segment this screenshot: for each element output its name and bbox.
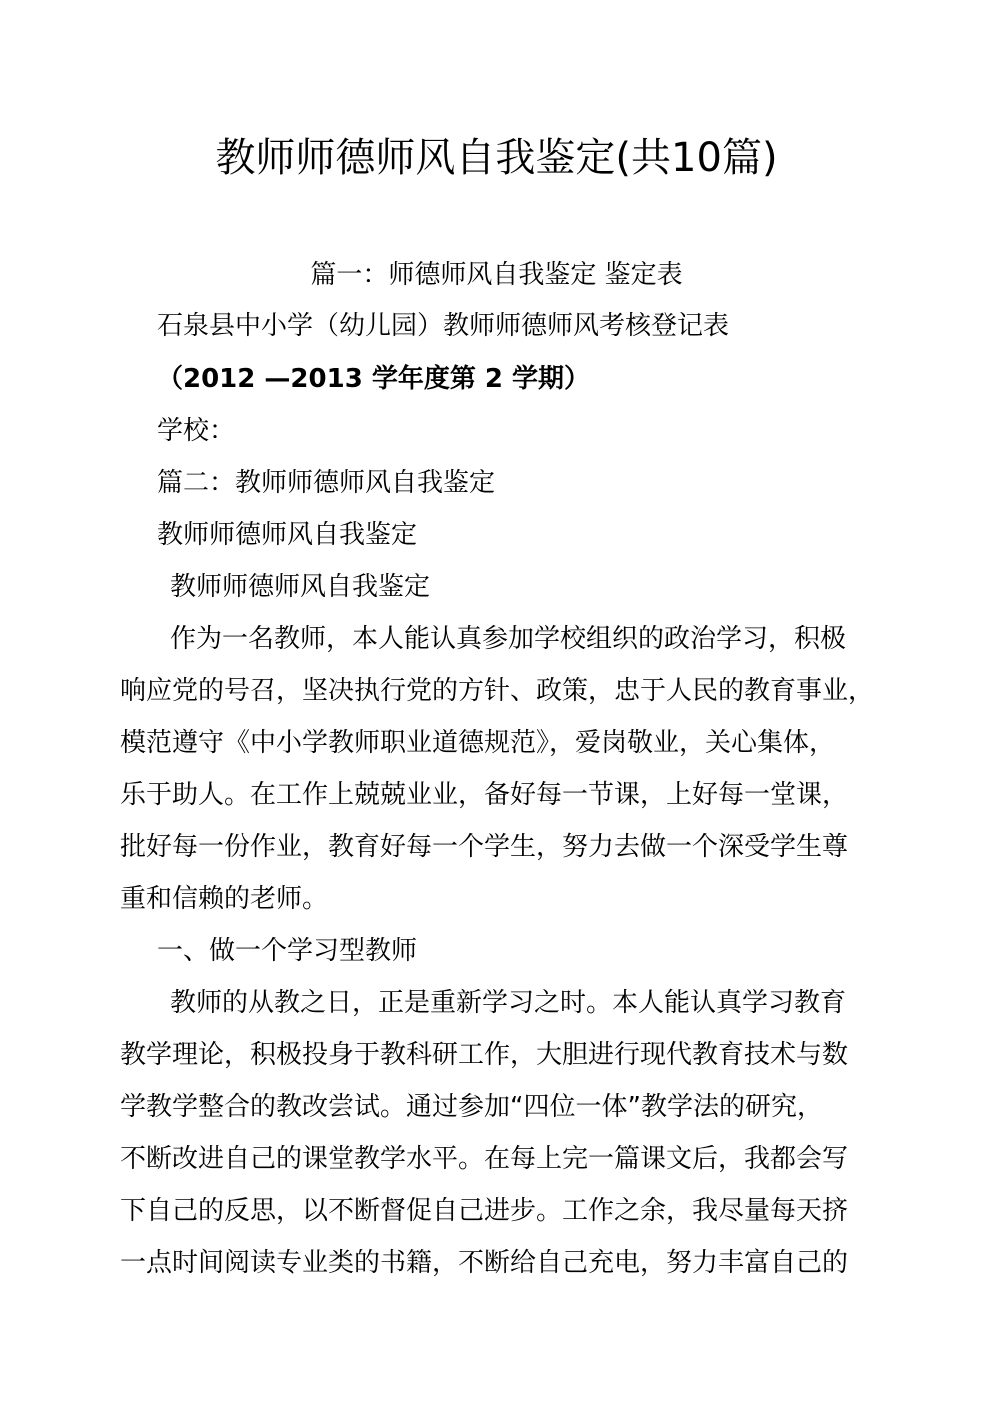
paragraph-line: 重和信赖的老师。 (120, 884, 329, 914)
school-year-line: （2012 —2013 学年度第 2 学期） (157, 364, 591, 394)
paragraph-line: 模范遵守《中小学教师职业道德规范》，爱岗敬业，关心集体， (120, 728, 836, 758)
document-title: 教师师德师风自我鉴定(共10篇) (215, 135, 778, 181)
subheading-2: 教师师德师风自我鉴定 (170, 572, 431, 602)
paragraph-line: 一点时间阅读专业类的书籍，不断给自己充电，努力丰富自己的 (120, 1248, 849, 1278)
section-heading-2: 篇二：教师师德师风自我鉴定 (157, 468, 496, 498)
paragraph-line: 教学理论，积极投身于教科研工作，大胆进行现代教育技术与数 (120, 1040, 849, 1070)
paragraph-line: 学教学整合的教改尝试。通过参加“四位一体”教学法的研究， (120, 1092, 823, 1122)
paragraph-line: 不断改进自己的课堂教学水平。在每上完一篇课文后，我都会写 (120, 1144, 849, 1174)
paragraph-line: 下自己的反思，以不断督促自己进步。工作之余，我尽量每天挤 (120, 1196, 849, 1226)
subsection-heading: 一、做一个学习型教师 (157, 936, 418, 966)
school-label: 学校： (157, 416, 236, 446)
paragraph-line: 批好每一份作业，教育好每一个学生，努力去做一个深受学生尊 (120, 832, 849, 862)
paragraph-line: 响应党的号召，坚决执行党的方针、政策，忠于人民的教育事业， (120, 676, 875, 706)
paragraph-line: 教师的从教之日，正是重新学习之时。本人能认真学习教育 (170, 988, 847, 1018)
paragraph-line: 乐于助人。在工作上兢兢业业，备好每一节课，上好每一堂课， (120, 780, 849, 810)
form-title: 石泉县中小学（幼儿园）教师师德师风考核登记表 (157, 311, 730, 341)
section-heading-1: 篇一：师德师风自我鉴定 鉴定表 (310, 260, 683, 290)
paragraph-line: 作为一名教师，本人能认真参加学校组织的政治学习，积极 (170, 624, 847, 654)
subheading-1: 教师师德师风自我鉴定 (157, 520, 418, 550)
